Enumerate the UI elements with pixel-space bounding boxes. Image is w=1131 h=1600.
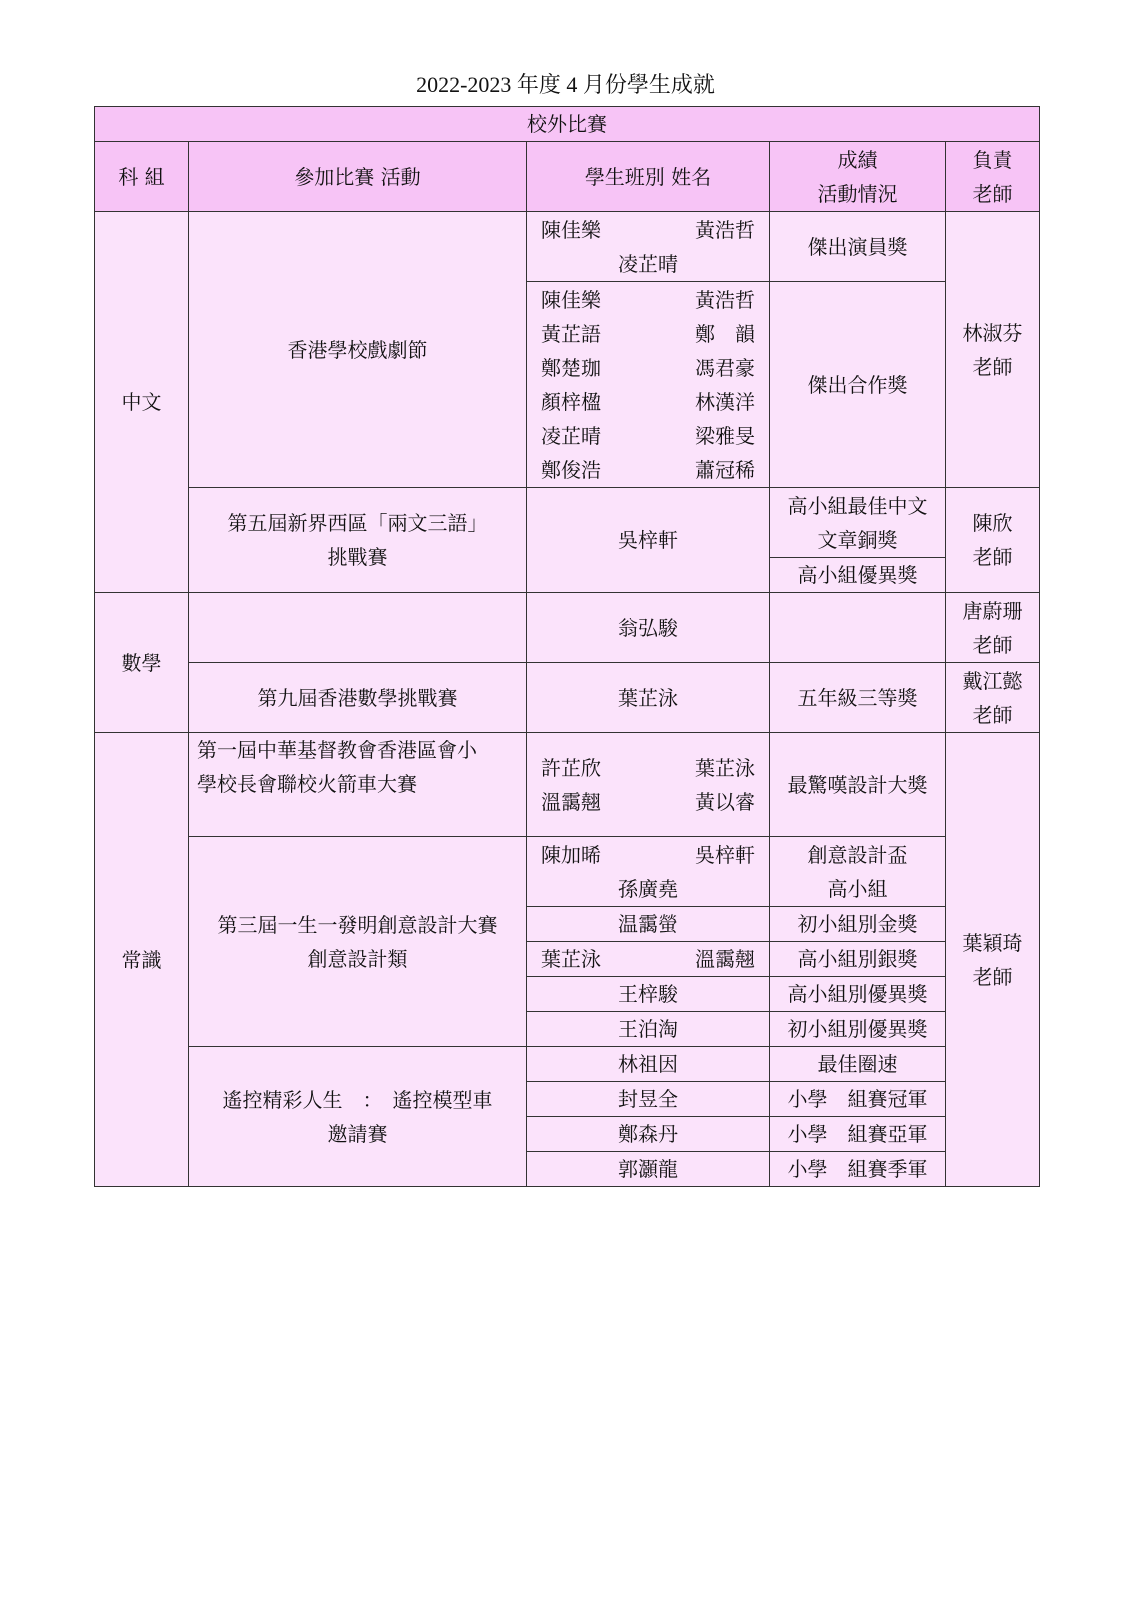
- result-cell: 小學 組賽冠軍: [770, 1082, 946, 1117]
- result-cell: [770, 837, 946, 907]
- subject-math: 數學: [95, 593, 189, 733]
- result-cell: 小學 組賽季軍: [770, 1152, 946, 1187]
- students-cell: [527, 212, 770, 282]
- event-line1: 第三屆一生一發明創意設計大賽: [217, 912, 498, 937]
- students-cell: [527, 837, 770, 907]
- student-name: 許芷欣: [541, 755, 601, 780]
- teacher-name: 林淑芬: [962, 320, 1023, 345]
- student-name: 黃浩哲: [695, 217, 755, 242]
- teacher-title: 老師: [972, 702, 1013, 727]
- student-name: 吳梓軒: [695, 842, 755, 867]
- teacher-cell: [946, 212, 1040, 488]
- result-line2: 文章銅獎: [817, 527, 898, 552]
- event-line2: 創意設計類: [307, 946, 408, 971]
- student-name: 凌芷晴: [618, 251, 678, 276]
- teacher-title: 老師: [972, 545, 1013, 569]
- student-name: 孫廣堯: [618, 876, 678, 901]
- achievement-table: [94, 106, 1040, 1187]
- student-name: 鄭 韻: [695, 321, 755, 346]
- students-cell: 郭灝龍: [527, 1152, 770, 1187]
- result-cell: 初小組別金獎: [770, 907, 946, 942]
- students-cell: 封昱全: [527, 1082, 770, 1117]
- table-row: [95, 733, 1040, 837]
- header-teacher-line1: 負責: [972, 147, 1013, 172]
- student-name: 陳佳樂: [541, 217, 601, 242]
- student-name: 鄭俊浩: [541, 457, 601, 482]
- header-teacher-line2: 老師: [972, 181, 1013, 206]
- student-name: 蕭冠稀: [695, 457, 755, 482]
- students-cell: 林祖因: [527, 1047, 770, 1082]
- banner-row: [95, 107, 1040, 142]
- students-cell: 翁弘駿: [527, 593, 770, 663]
- result-cell: 最佳圈速: [770, 1047, 946, 1082]
- students-cell: 王梓駿: [527, 977, 770, 1012]
- teacher-cell: [946, 593, 1040, 663]
- result-cell: 高小組別優異獎: [770, 977, 946, 1012]
- table-row: [95, 1047, 1040, 1082]
- student-name: 凌芷晴: [541, 423, 601, 448]
- header-result: [770, 142, 946, 212]
- result-cell: 傑出演員獎: [770, 212, 946, 282]
- result-cell-empty: [770, 593, 946, 663]
- student-name: 葉芷泳: [695, 755, 755, 780]
- event-rocket: [189, 733, 527, 837]
- banner: 校外比賽: [95, 107, 1040, 142]
- result-line2: 高小組: [827, 876, 888, 901]
- students-cell: [527, 942, 770, 977]
- header-row: [95, 142, 1040, 212]
- table-row: [95, 593, 1040, 663]
- students-cell: 鄭森丹: [527, 1117, 770, 1152]
- result-cell: 最驚嘆設計大獎: [770, 733, 946, 837]
- header-teacher: [946, 142, 1040, 212]
- teacher-title: 老師: [972, 964, 1013, 989]
- header-result-line2: 活動情況: [817, 181, 898, 206]
- event-rc-car: [189, 1047, 527, 1187]
- students-cell: 王泊淘: [527, 1012, 770, 1047]
- page-title: 2022-2023 年度 4 月份學生成就: [416, 72, 715, 97]
- student-name: 葉芷泳: [541, 947, 601, 971]
- students-cell: 温靄螢: [527, 907, 770, 942]
- table-row: [95, 488, 1040, 558]
- subject-chinese: 中文: [95, 212, 189, 593]
- result-line1: 高小組最佳中文: [787, 493, 928, 518]
- event-bilingual: [189, 488, 527, 593]
- header-students: 學生班別 姓名: [527, 142, 770, 212]
- result-line1: 創意設計盃: [807, 842, 908, 867]
- students-cell: 吳梓軒: [527, 488, 770, 593]
- student-name: 黃芷語: [541, 321, 601, 346]
- teacher-name: 戴江懿: [962, 668, 1023, 693]
- event-line2: 學校長會聯校火箭車大賽: [197, 772, 417, 796]
- teacher-cell: [946, 488, 1040, 593]
- result-cell: 小學 組賽亞軍: [770, 1117, 946, 1152]
- table-row: [95, 212, 1040, 282]
- student-name: 溫靄翹: [695, 947, 755, 971]
- student-name: 陳加晞: [541, 842, 601, 867]
- header-subject: 科 組: [95, 142, 189, 212]
- result-cell: 初小組別優異獎: [770, 1012, 946, 1047]
- result-cell: 高小組別銀獎: [770, 942, 946, 977]
- event-line1: 第五屆新界西區「兩文三語」: [227, 511, 488, 535]
- result-cell: 五年級三等獎: [770, 663, 946, 733]
- student-name: 顏梓楹: [541, 389, 601, 414]
- teacher-title: 老師: [972, 632, 1013, 657]
- teacher-cell: [946, 733, 1040, 1187]
- student-name: 林漢洋: [695, 389, 755, 414]
- student-name: 鄭楚珈: [541, 355, 601, 380]
- teacher-name: 唐蔚珊: [962, 598, 1023, 623]
- student-name: 馮君豪: [695, 355, 755, 380]
- event-line1: 第一屆中華基督教會香港區會小: [197, 738, 477, 762]
- event-line2: 邀請賽: [327, 1121, 388, 1146]
- table-row: [95, 663, 1040, 733]
- header-result-line1: 成績: [837, 147, 878, 172]
- subject-gs: 常識: [95, 733, 189, 1187]
- students-cell: [527, 282, 770, 488]
- student-name: 黃以睿: [695, 789, 755, 814]
- students-cell: [527, 733, 770, 837]
- event-drama: 香港學校戲劇節: [189, 212, 527, 488]
- event-cell-empty: [189, 593, 527, 663]
- student-name: 陳佳樂: [541, 287, 601, 312]
- table-row: [95, 837, 1040, 907]
- teacher-name: 陳欣: [972, 511, 1013, 535]
- teacher-title: 老師: [972, 354, 1013, 379]
- teacher-cell: [946, 663, 1040, 733]
- student-name: 黃浩哲: [695, 287, 755, 312]
- event-line2: 挑戰賽: [327, 545, 388, 569]
- event-invention: [189, 837, 527, 1047]
- result-cell: 高小組優異獎: [770, 558, 946, 593]
- event-line1: 遙控精彩人生 ： 遙控模型車: [222, 1087, 493, 1112]
- event-cell: 第九屆香港數學挑戰賽: [189, 663, 527, 733]
- teacher-name: 葉穎琦: [962, 930, 1023, 955]
- result-cell: 傑出合作獎: [770, 282, 946, 488]
- student-name: 梁雅旻: [695, 423, 755, 448]
- student-name: 溫靄翹: [541, 789, 601, 814]
- header-event: 參加比賽 活動: [189, 142, 527, 212]
- students-cell: 葉芷泳: [527, 663, 770, 733]
- result-cell: [770, 488, 946, 558]
